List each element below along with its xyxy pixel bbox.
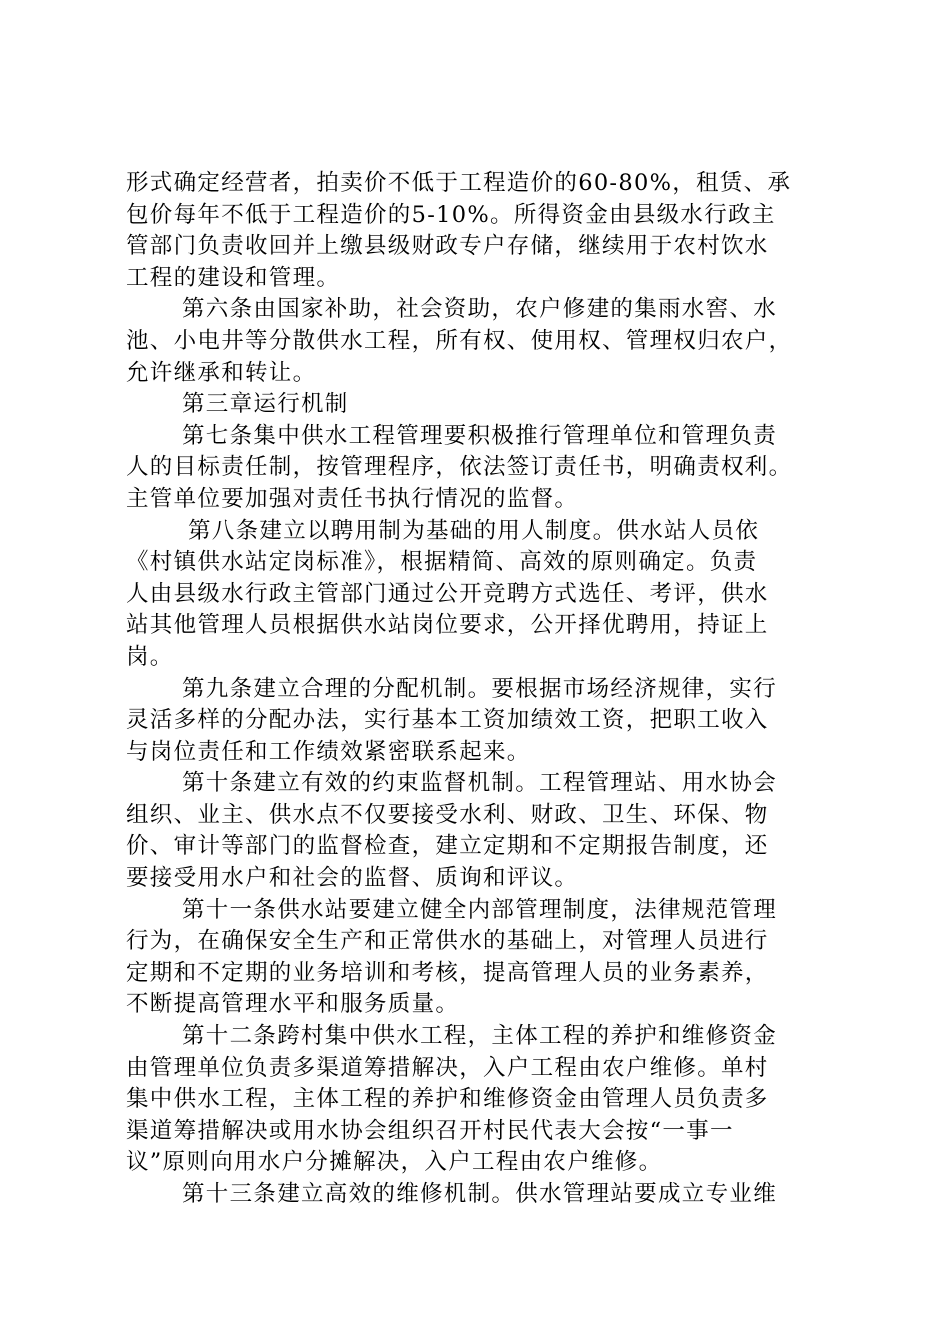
- text-line: 工程的建设和管理。: [126, 264, 341, 291]
- text-line: 与岗位责任和工作绩效紧密联系起来。: [126, 738, 531, 765]
- article-13-paragraph: [126, 1179, 838, 1211]
- article-11-paragraph: [126, 895, 838, 1021]
- article-6-paragraph: [126, 294, 838, 389]
- text-line: 第八条建立以聘用制为基础的用人制度。供水站人员依: [188, 517, 760, 544]
- text-line: 池、小电井等分散供水工程，所有权、使用权、管理权归农户，: [126, 327, 793, 354]
- text-line: 渠道筹措解决或用水协会组织召开村民代表大会按“一事一: [126, 1117, 734, 1144]
- text-line: 由管理单位负责多渠道筹措解决，入户工程由农户维修。单村: [126, 1054, 769, 1081]
- text-line: 第九条建立合理的分配机制。要根据市场经济规律，实行: [182, 675, 778, 702]
- text-line: 不断提高管理水平和服务质量。: [126, 991, 460, 1018]
- text-line: 岗。: [126, 643, 174, 670]
- article-12-paragraph: [126, 1021, 838, 1179]
- text-line: 定期和不定期的业务培训和考核，提高管理人员的业务素养，: [126, 959, 769, 986]
- text-line: 第十条建立有效的约束监督机制。工程管理站、用水协会: [182, 770, 778, 797]
- text-line: 灵活多样的分配办法，实行基本工资加绩效工资，把职工收入: [126, 707, 769, 734]
- article-7-paragraph: [126, 421, 838, 516]
- text-line: 管部门负责收回并上缴县级财政专户存储，继续用于农村饮水: [126, 233, 769, 260]
- text-line: 组织、业主、供水点不仅要接受水利、财政、卫生、环保、物: [126, 801, 769, 828]
- text-line: 第六条由国家补助，社会资助，农户修建的集雨水窖、水: [182, 296, 778, 323]
- text-line: 集中供水工程，主体工程的养护和维修资金由管理人员负责多: [126, 1086, 769, 1113]
- text-line: 允许继承和转让。: [126, 359, 317, 386]
- chapter-heading: [126, 389, 838, 421]
- article-9-paragraph: [126, 674, 838, 769]
- text-line: 第十二条跨村集中供水工程，主体工程的养护和维修资金: [182, 1023, 778, 1050]
- text-line: 第十三条建立高效的维修机制。供水管理站要成立专业维: [182, 1181, 778, 1207]
- article-8-paragraph: [126, 516, 838, 674]
- text-line: 价、审计等部门的监督检查，建立定期和不定期报告制度，还: [126, 833, 769, 860]
- text-line: 行为，在确保安全生产和正常供水的基础上，对管理人员进行: [126, 928, 769, 955]
- text-line: 第十一条供水站要建立健全内部管理制度，法律规范管理: [182, 896, 778, 923]
- text-line: 主管单位要加强对责任书执行情况的监督。: [126, 485, 579, 512]
- article-10-paragraph: [126, 768, 838, 894]
- text-line: 站其他管理人员根据供水站岗位要求，公开择优聘用，持证上: [126, 612, 769, 639]
- text-line: 形式确定经营者，拍卖价不低于工程造价的60-80%，租赁、承: [126, 170, 792, 196]
- text-line: 议”原则向用水户分摊解决，入户工程由农户维修。: [126, 1149, 663, 1176]
- text-line: 人的目标责任制，按管理程序，依法签订责任书，明确责权利。: [126, 454, 793, 481]
- text-line: 第七条集中供水工程管理要积极推行管理单位和管理负责: [182, 422, 778, 449]
- text-line: 人由县级水行政主管部门通过公开竞聘方式选任、考评，供水: [126, 580, 769, 607]
- text-line: 要接受用水户和社会的监督、质询和评议。: [126, 865, 579, 892]
- paragraph-continuation: [126, 168, 838, 294]
- chapter-title: 第三章运行机制: [182, 391, 349, 418]
- document-body: [126, 168, 838, 1211]
- text-line: 包价每年不低于工程造价的5-10%。所得资金由县级水行政主: [126, 201, 776, 228]
- text-line: 《村镇供水站定岗标准》，根据精简、高效的原则确定。负责: [126, 549, 758, 576]
